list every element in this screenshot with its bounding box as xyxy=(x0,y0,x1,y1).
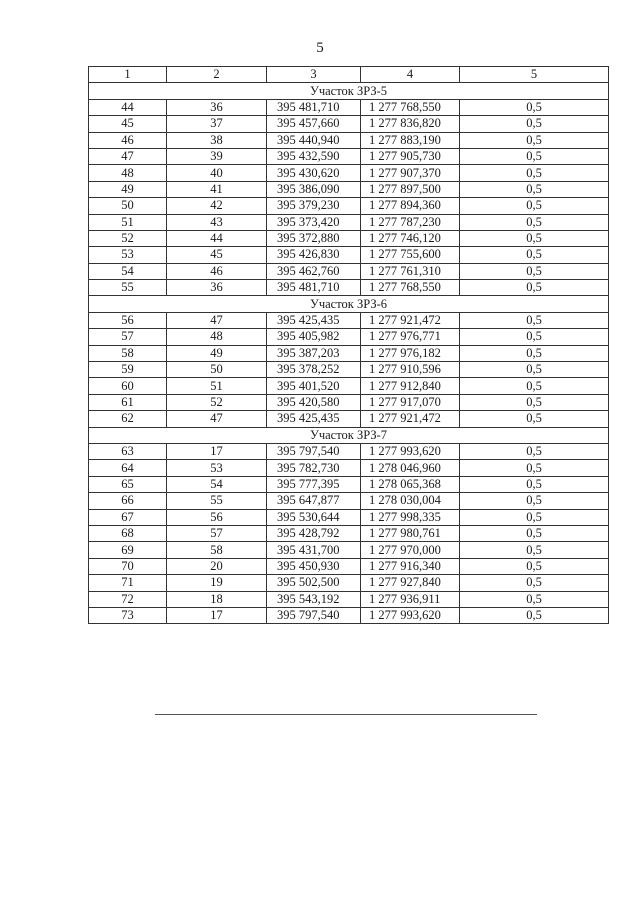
section-title: Участок ЗРЗ-6 xyxy=(89,296,609,312)
table-cell: 17 xyxy=(167,443,267,459)
table-cell: 51 xyxy=(167,378,267,394)
column-header: 1 xyxy=(89,67,167,83)
table-cell: 0,5 xyxy=(460,394,609,410)
table-cell: 39 xyxy=(167,148,267,164)
table-cell: 395 420,580 xyxy=(267,394,361,410)
table-cell: 1 277 976,771 xyxy=(361,329,460,345)
table-cell: 51 xyxy=(89,214,167,230)
table-cell: 1 277 912,840 xyxy=(361,378,460,394)
table-row xyxy=(89,493,609,509)
table-cell: 395 387,203 xyxy=(267,345,361,361)
table-cell: 44 xyxy=(167,230,267,246)
table-row xyxy=(89,575,609,591)
table-cell: 395 481,710 xyxy=(267,99,361,115)
table-cell: 0,5 xyxy=(460,329,609,345)
table-cell: 395 430,620 xyxy=(267,165,361,181)
table-cell: 62 xyxy=(89,411,167,427)
table-cell: 50 xyxy=(89,198,167,214)
table-row xyxy=(89,247,609,263)
table-cell: 395 797,540 xyxy=(267,607,361,623)
table-cell: 46 xyxy=(167,263,267,279)
table-cell: 44 xyxy=(89,99,167,115)
table-cell: 0,5 xyxy=(460,181,609,197)
table-cell: 1 277 910,596 xyxy=(361,362,460,378)
table-cell: 0,5 xyxy=(460,148,609,164)
table-cell: 55 xyxy=(167,493,267,509)
table-cell: 38 xyxy=(167,132,267,148)
table-cell: 395 457,660 xyxy=(267,116,361,132)
table-cell: 1 277 897,500 xyxy=(361,181,460,197)
table-row xyxy=(89,378,609,394)
table-cell: 395 373,420 xyxy=(267,214,361,230)
table-cell: 1 278 030,004 xyxy=(361,493,460,509)
section-title: Участок ЗРЗ-5 xyxy=(89,83,609,99)
table-cell: 1 277 921,472 xyxy=(361,411,460,427)
table-cell: 395 378,252 xyxy=(267,362,361,378)
table-row xyxy=(89,329,609,345)
table-cell: 53 xyxy=(167,460,267,476)
table-cell: 1 277 761,310 xyxy=(361,263,460,279)
table-cell: 46 xyxy=(89,132,167,148)
table-row xyxy=(89,312,609,328)
table-cell: 0,5 xyxy=(460,575,609,591)
column-header: 2 xyxy=(167,67,267,83)
table-row xyxy=(89,181,609,197)
table-cell: 1 277 883,190 xyxy=(361,132,460,148)
table-cell: 47 xyxy=(167,411,267,427)
table-header-row xyxy=(89,67,609,83)
table-cell: 395 647,877 xyxy=(267,493,361,509)
table-cell: 57 xyxy=(89,329,167,345)
table-row xyxy=(89,509,609,525)
table-cell: 395 405,982 xyxy=(267,329,361,345)
table-cell: 47 xyxy=(89,148,167,164)
table-cell: 0,5 xyxy=(460,591,609,607)
table-cell: 53 xyxy=(89,247,167,263)
table-cell: 60 xyxy=(89,378,167,394)
table-cell: 20 xyxy=(167,558,267,574)
table-row xyxy=(89,165,609,181)
table-cell: 72 xyxy=(89,591,167,607)
table-cell: 0,5 xyxy=(460,493,609,509)
table-cell: 395 426,830 xyxy=(267,247,361,263)
table-cell: 45 xyxy=(89,116,167,132)
table-cell: 395 530,644 xyxy=(267,509,361,525)
table-row xyxy=(89,591,609,607)
table-cell: 36 xyxy=(167,99,267,115)
table-row xyxy=(89,263,609,279)
table-row xyxy=(89,411,609,427)
table-cell: 36 xyxy=(167,280,267,296)
table-cell: 1 277 916,340 xyxy=(361,558,460,574)
table-cell: 395 428,792 xyxy=(267,525,361,541)
table-cell: 395 386,090 xyxy=(267,181,361,197)
table-cell: 395 782,730 xyxy=(267,460,361,476)
table-row xyxy=(89,607,609,623)
table-cell: 18 xyxy=(167,591,267,607)
table-row xyxy=(89,230,609,246)
table-cell: 0,5 xyxy=(460,558,609,574)
table-cell: 73 xyxy=(89,607,167,623)
table-cell: 63 xyxy=(89,443,167,459)
coordinates-table-body xyxy=(89,67,609,624)
table-cell: 0,5 xyxy=(460,509,609,525)
table-cell: 395 543,192 xyxy=(267,591,361,607)
table-row xyxy=(89,148,609,164)
table-row xyxy=(89,558,609,574)
table-cell: 0,5 xyxy=(460,312,609,328)
table-cell: 0,5 xyxy=(460,198,609,214)
section-header-row xyxy=(89,296,609,312)
table-cell: 0,5 xyxy=(460,525,609,541)
table-cell: 42 xyxy=(167,198,267,214)
table-cell: 0,5 xyxy=(460,280,609,296)
table-row xyxy=(89,460,609,476)
table-cell: 395 432,590 xyxy=(267,148,361,164)
table-cell: 1 277 787,230 xyxy=(361,214,460,230)
table-cell: 395 481,710 xyxy=(267,280,361,296)
table-row xyxy=(89,476,609,492)
table-cell: 1 277 993,620 xyxy=(361,443,460,459)
table-cell: 0,5 xyxy=(460,476,609,492)
table-cell: 1 277 980,761 xyxy=(361,525,460,541)
table-cell: 1 277 836,820 xyxy=(361,116,460,132)
table-cell: 43 xyxy=(167,214,267,230)
table-cell: 395 450,930 xyxy=(267,558,361,574)
table-cell: 1 277 936,911 xyxy=(361,591,460,607)
table-cell: 52 xyxy=(89,230,167,246)
table-cell: 67 xyxy=(89,509,167,525)
table-cell: 395 401,520 xyxy=(267,378,361,394)
table-cell: 45 xyxy=(167,247,267,263)
table-cell: 48 xyxy=(89,165,167,181)
table-cell: 0,5 xyxy=(460,263,609,279)
table-cell: 19 xyxy=(167,575,267,591)
table-cell: 58 xyxy=(167,542,267,558)
table-cell: 41 xyxy=(167,181,267,197)
table-cell: 1 277 998,335 xyxy=(361,509,460,525)
table-cell: 1 277 993,620 xyxy=(361,607,460,623)
table-cell: 54 xyxy=(167,476,267,492)
table-cell: 0,5 xyxy=(460,345,609,361)
table-cell: 40 xyxy=(167,165,267,181)
table-cell: 49 xyxy=(167,345,267,361)
table-row xyxy=(89,362,609,378)
column-header: 5 xyxy=(460,67,609,83)
table-row xyxy=(89,198,609,214)
table-cell: 49 xyxy=(89,181,167,197)
table-row xyxy=(89,394,609,410)
table-cell: 1 277 768,550 xyxy=(361,99,460,115)
table-cell: 0,5 xyxy=(460,542,609,558)
table-cell: 0,5 xyxy=(460,214,609,230)
table-cell: 71 xyxy=(89,575,167,591)
table-cell: 50 xyxy=(167,362,267,378)
table-cell: 0,5 xyxy=(460,132,609,148)
table-cell: 59 xyxy=(89,362,167,378)
table-row xyxy=(89,525,609,541)
table-cell: 1 277 894,360 xyxy=(361,198,460,214)
table-cell: 55 xyxy=(89,280,167,296)
table-cell: 1 277 905,730 xyxy=(361,148,460,164)
table-cell: 64 xyxy=(89,460,167,476)
table-cell: 48 xyxy=(167,329,267,345)
table-row xyxy=(89,542,609,558)
table-row xyxy=(89,116,609,132)
table-cell: 395 425,435 xyxy=(267,411,361,427)
table-cell: 395 431,700 xyxy=(267,542,361,558)
table-cell: 0,5 xyxy=(460,99,609,115)
table-cell: 395 440,940 xyxy=(267,132,361,148)
table-cell: 54 xyxy=(89,263,167,279)
table-cell: 52 xyxy=(167,394,267,410)
table-cell: 0,5 xyxy=(460,378,609,394)
table-cell: 47 xyxy=(167,312,267,328)
section-header-row xyxy=(89,427,609,443)
table-cell: 17 xyxy=(167,607,267,623)
column-header: 4 xyxy=(361,67,460,83)
section-title: Участок ЗРЗ-7 xyxy=(89,427,609,443)
table-cell: 1 277 976,182 xyxy=(361,345,460,361)
table-cell: 395 425,435 xyxy=(267,312,361,328)
table-cell: 1 277 970,000 xyxy=(361,542,460,558)
table-cell: 1 277 746,120 xyxy=(361,230,460,246)
table-cell: 0,5 xyxy=(460,607,609,623)
table-cell: 1 277 927,840 xyxy=(361,575,460,591)
table-cell: 37 xyxy=(167,116,267,132)
table-cell: 1 277 921,472 xyxy=(361,312,460,328)
table-cell: 0,5 xyxy=(460,247,609,263)
table-row xyxy=(89,99,609,115)
table-cell: 395 462,760 xyxy=(267,263,361,279)
table-cell: 1 277 755,600 xyxy=(361,247,460,263)
coordinates-table xyxy=(88,66,609,624)
table-cell: 0,5 xyxy=(460,460,609,476)
table-cell: 1 277 917,070 xyxy=(361,394,460,410)
table-cell: 1 277 768,550 xyxy=(361,280,460,296)
table-cell: 395 777,395 xyxy=(267,476,361,492)
column-header: 3 xyxy=(267,67,361,83)
table-cell: 57 xyxy=(167,525,267,541)
table-row xyxy=(89,345,609,361)
table-row xyxy=(89,132,609,148)
table-cell: 395 372,880 xyxy=(267,230,361,246)
table-cell: 65 xyxy=(89,476,167,492)
table-cell: 58 xyxy=(89,345,167,361)
table-cell: 68 xyxy=(89,525,167,541)
table-cell: 0,5 xyxy=(460,165,609,181)
table-cell: 0,5 xyxy=(460,230,609,246)
table-cell: 1 277 907,370 xyxy=(361,165,460,181)
table-cell: 66 xyxy=(89,493,167,509)
table-cell: 0,5 xyxy=(460,116,609,132)
table-cell: 0,5 xyxy=(460,362,609,378)
table-cell: 395 502,500 xyxy=(267,575,361,591)
table-cell: 395 379,230 xyxy=(267,198,361,214)
page-number: 5 xyxy=(316,40,324,56)
closing-rule xyxy=(155,714,537,715)
table-cell: 69 xyxy=(89,542,167,558)
table-cell: 56 xyxy=(89,312,167,328)
table-cell: 1 278 065,368 xyxy=(361,476,460,492)
table-cell: 1 278 046,960 xyxy=(361,460,460,476)
section-header-row xyxy=(89,83,609,99)
table-cell: 395 797,540 xyxy=(267,443,361,459)
table-cell: 56 xyxy=(167,509,267,525)
table-row xyxy=(89,443,609,459)
table-cell: 0,5 xyxy=(460,443,609,459)
table-row xyxy=(89,280,609,296)
table-cell: 0,5 xyxy=(460,411,609,427)
table-cell: 70 xyxy=(89,558,167,574)
table-row xyxy=(89,214,609,230)
table-cell: 61 xyxy=(89,394,167,410)
